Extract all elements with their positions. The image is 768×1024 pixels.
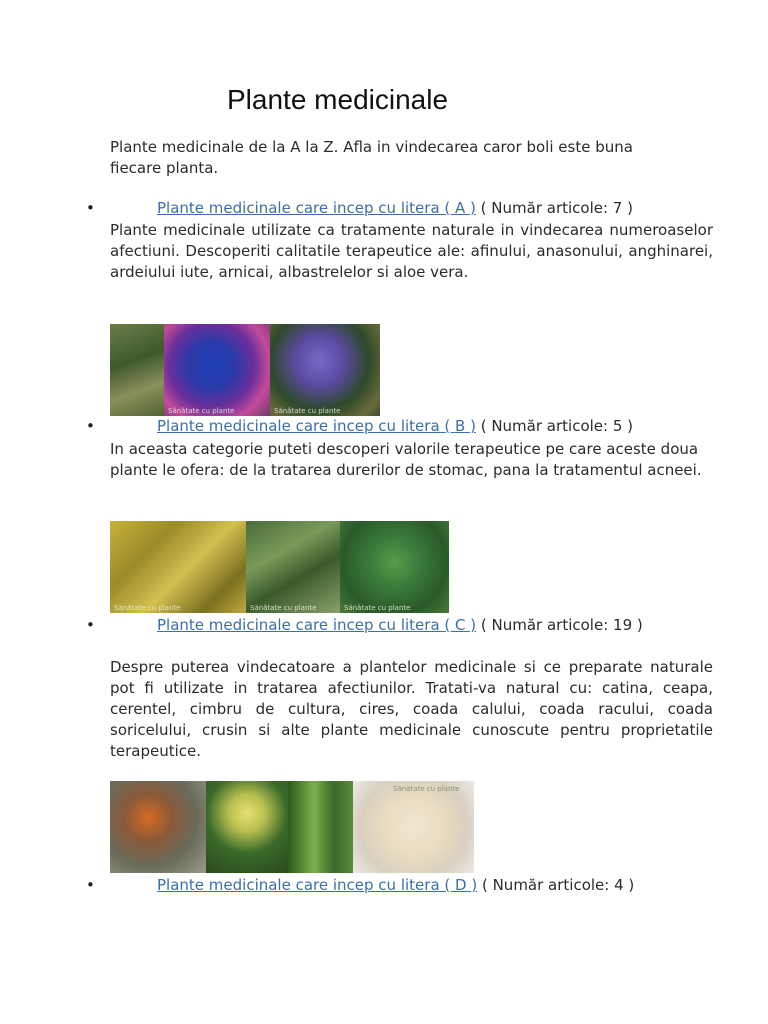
aloe-plant-image [110,324,164,416]
fern-image [246,521,340,613]
image-strip-b [110,521,449,613]
article-count-c: ( Număr articole: 19 ) [476,616,643,634]
image-strip-a [110,324,380,416]
artichoke-image [270,324,380,416]
image-strip-c [110,781,474,873]
watermark: Sănătate cu plante [168,407,235,415]
mushroom-image [353,781,474,873]
item-a-heading [157,198,713,219]
link-letter-b[interactable]: Plante medicinale care incep cu litera ( B ) [157,417,476,435]
watermark: Sănătate cu plante [274,407,341,415]
watermark: Sănătate cu plante [114,604,181,612]
page-title: Plante medicinale [227,84,449,115]
primrose-image [206,781,288,873]
bullet: • [86,616,95,634]
intro-text: Plante medicinale de la A la Z. Afla in vindecarea caror boli este buna fiecare planta. [110,138,633,177]
link-letter-c[interactable]: Plante medicinale care incep cu litera ( C ) [157,616,477,634]
item-b-heading [157,416,713,437]
barberry-image [110,521,246,613]
cornflower-image [164,324,270,416]
watermark: Sănătate cu plante [393,785,460,793]
leaves-image [340,521,449,613]
description-b: In aceasta categorie puteti descoperi valorile terapeutice pe care aceste doua plante le ofera: de la tratarea durerilor de stomac, pana la tratamentul acneei. [110,440,702,479]
watermark: Sănătate cu plante [344,604,411,612]
article-count-a: ( Număr articole: 7 ) [475,199,633,217]
bullet: • [86,417,95,435]
sea-buckthorn-image [110,781,206,873]
article-count-d: ( Număr articole: 4 ) [477,876,635,894]
article-count-b: ( Număr articole: 5 ) [475,417,634,435]
link-letter-d[interactable]: Plante medicinale care incep cu litera ( D ) [157,876,478,894]
bullet: • [86,199,95,217]
description-a: Plante medicinale utilizate ca tratamente naturale in vindecarea numeroaselor afectiuni. Descoperiti calitatile terapeutice ale: afinului, anasonului, anghinarei, ardeiului iute, arnicai, albastrelelor si aloe vera. [110,221,713,281]
item-c-heading [157,615,713,636]
watermark: Sănătate cu plante [250,604,317,612]
link-letter-a[interactable]: Plante medicinale care incep cu litera ( A ) [157,199,476,217]
bullet: • [86,876,95,894]
horsetail-image [288,781,353,873]
item-d-heading [157,875,713,896]
description-c: Despre puterea vindecatoare a plantelor medicinale si ce preparate naturale pot fi utilizate in tratarea afectiunilor. Tratati-va natural cu: catina, ceapa, cerentel, cimbru de cultura, cires, coada calului, coada racului, coada soricelului, crusin si alte plante medicinale cunoscute pentru proprietatile terapeutice. [110,658,713,760]
